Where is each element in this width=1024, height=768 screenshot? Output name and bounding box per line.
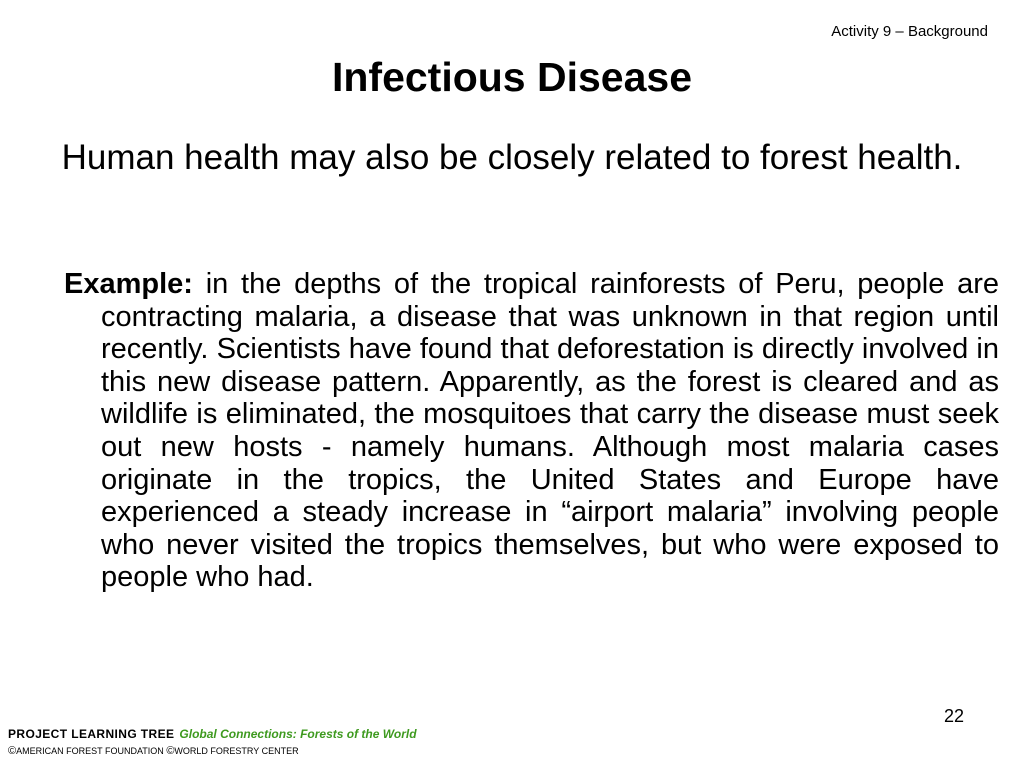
activity-label: Activity 9 – Background xyxy=(831,23,988,40)
copyright-org-american-forest-foundation: AMERICAN FOREST FOUNDATION xyxy=(16,746,164,756)
copyright-icon: © xyxy=(166,745,175,757)
program-tagline: Global Connections: Forests of the World xyxy=(179,727,417,741)
footer-program-line xyxy=(8,726,417,742)
footer-copyright-line xyxy=(8,744,299,758)
example-paragraph xyxy=(64,268,999,594)
slide-subtitle: Human health may also be closely related to forest health. xyxy=(61,138,963,177)
program-name: PROJECT LEARNING TREE xyxy=(8,727,175,741)
example-text: in the depths of the tropical rainforests of Peru, people are contracting malaria, a disease that was unknown in that region until recently. Scientists have found that deforestation is directly involved in this new disease pattern. Apparently, as the forest is cleared and as wildlife is eliminated, the mosquitoes that carry the disease must seek out new hosts - namely humans. Although most malaria cases originate in the tropics, the United States and Europe have experienced a steady increase in “airport malaria” involving people who never visited the tropics themselves, but who were exposed to people who had. xyxy=(101,268,999,594)
example-label: Example: xyxy=(64,268,193,300)
slide-title: Infectious Disease xyxy=(331,54,693,100)
footer-branding xyxy=(8,726,608,764)
copyright-org-world-forestry-center: WORLD FORESTRY CENTER xyxy=(174,746,299,756)
copyright-icon: © xyxy=(8,745,17,757)
page-number: 22 xyxy=(943,706,964,726)
